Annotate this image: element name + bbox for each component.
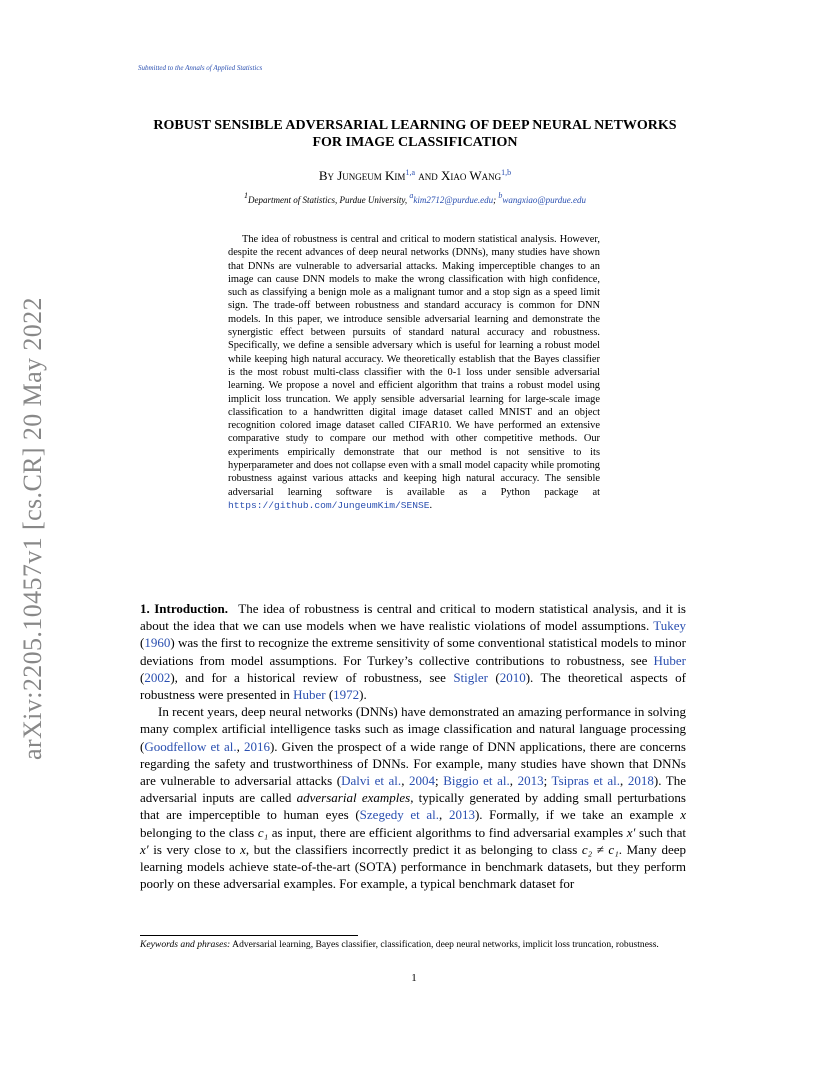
citation-link[interactable]: Biggio et al. [443, 773, 510, 789]
github-link[interactable]: https://github.com/JungeumKim/SENSE [228, 499, 430, 511]
math-symbol: x [680, 807, 686, 823]
math-symbol: c₂ ≠ c₁ [581, 841, 619, 857]
citation-link[interactable]: 2018 [627, 773, 654, 789]
body-text: ; [435, 773, 444, 789]
citation-link[interactable]: Tukey [653, 618, 686, 634]
intro-paragraph-2 [140, 703, 686, 892]
footnote [140, 938, 686, 951]
body-text: such that [635, 824, 686, 840]
footnote-rule [140, 935, 358, 936]
intro-paragraph-1-body [140, 601, 686, 702]
author-and: and [415, 168, 441, 183]
author-sup-2[interactable]: 1,b [501, 168, 512, 177]
citation-link[interactable]: 1960 [144, 635, 171, 651]
body-text: as input, there are efficient algorithms to find adversarial examples [268, 824, 627, 840]
citation-link[interactable]: Dalvi et al. [341, 773, 402, 789]
body-text: is very close to [148, 841, 241, 857]
section-number: 1. [140, 601, 150, 616]
math-symbol: c₁ [257, 824, 269, 840]
arxiv-stamp: arXiv:2205.10457v1 [cs.CR] 20 May 2022 [18, 297, 47, 760]
intro-paragraph-2-body [140, 704, 686, 891]
keywords-text: Adversarial learning, Bayes classifier, classification, deep neural networks, implicit loss truncation, robustness. [230, 939, 659, 950]
body-text: , [236, 738, 244, 754]
body-text: , [439, 807, 449, 823]
author-name-2: Xiao Wang [441, 168, 502, 183]
body-text: ) was the first to recognize the extreme sensitivity of some conventional statistical models to minor deviations from model assumptions. For Turkey’s collective contributions to robustness, see [140, 635, 686, 668]
body-text: , but the classifiers incorrectly predict it as belonging to class [245, 841, 582, 857]
citation-link[interactable]: Huber [293, 687, 326, 703]
citation-link[interactable]: Stigler [453, 669, 488, 685]
citation-link[interactable]: Tsipras et al. [551, 773, 621, 789]
body-text: ). Given the prospect of a wide range of DNN applications, there are concerns regarding the safety and trustworthiness of DNNs. For example, many studies have shown that DNNs are vulnerable to adversarial attacks ( [140, 738, 686, 789]
abstract [228, 233, 600, 512]
affiliation-dept: Department of Statistics, Purdue University, [247, 195, 410, 205]
author-name-1: Jungeum Kim [337, 168, 406, 183]
citation-link[interactable]: 2013 [448, 807, 475, 823]
body-text: ( [140, 669, 145, 685]
email-separator: ; [493, 195, 499, 205]
affiliation-sup: 1 [243, 191, 248, 200]
author-by: By [318, 168, 338, 183]
body-text: ). The theoretical aspects of robustness were presented in [140, 669, 687, 703]
citation-link[interactable]: 2004 [409, 773, 436, 789]
body-text: belonging to the class [140, 824, 258, 840]
body-text: ), and for a historical review of robustness, see [170, 669, 454, 685]
citation-link[interactable]: Szegedy et al. [359, 807, 440, 823]
citation-link[interactable]: Huber [653, 652, 686, 668]
email-sup-b: b [498, 191, 503, 200]
body-text: ( [140, 635, 145, 651]
body-text: The idea of robustness is central and critical to modern statistical analysis, and it is about the idea that we can use models when we have realistic violations of model assumptions. [140, 601, 686, 634]
body-text: , [620, 773, 628, 789]
abstract-text: The idea of robustness is central and critical to modern statistical analysis. However, despite the recent advances of deep neural networks (DNNs), many studies have shown that DNNs are vulnerable to adversarial attacks. Making imperceptible changes to an image can cause DNN models to make the wrong classification with high confidence, such as classifying a benign mole as a malignant tumor and a stop sign as a speed limit sign. The trade-off between robustness and standard accuracy is common for DNN models. In this paper, we introduce sensible adversarial learning and demonstrate the synergistic effect between pursuits of standard natural accuracy and robustness. Specifically, we define a sensible adversary which is useful for learning a robust model while keeping high natural accuracy. We theoretically establish that the Bayes classifier is the most robust multi-class classifier with the 0-1 loss under sensible adversarial learning. We propose a novel and efficient algorithm that trains a robust model using implicit loss truncation. We apply sensible adversarial learning for large-scale image classification to a handwritten digital image dataset called MNIST and an object recognition colored image dataset called CIFAR10. We have performed an extensive comparative study to compare our method with other competitive methods. Our experiments empirically demonstrate that our method is not sensitive to its hyperparameter and does not collapse even with a small model capacity while promoting robustness against various attacks and keeping high natural accuracy. The sensible adversarial learning software is available as a Python package at [228, 234, 600, 498]
body-text: ( [488, 669, 500, 685]
email-link-2[interactable]: wangxiao@purdue.edu [502, 195, 587, 205]
body-text: ). Formally, if we take an example [474, 807, 681, 823]
emphasized-text: adversarial examples [296, 790, 411, 806]
math-symbol: x [240, 841, 246, 857]
page-number: 1 [411, 972, 417, 984]
citation-link[interactable]: 2013 [517, 773, 544, 789]
citation-link[interactable]: Goodfellow et al. [144, 738, 237, 754]
intro-paragraph-1 [140, 600, 686, 703]
author-line [140, 168, 690, 184]
body-text: ; [543, 773, 552, 789]
section-title: Introduction. [154, 601, 229, 616]
body-text: ). The adversarial inputs are called [140, 773, 686, 806]
math-symbol: x′ [140, 841, 149, 857]
citation-link[interactable]: 2010 [499, 669, 526, 685]
affiliation [140, 191, 690, 205]
body-text: ). [359, 687, 367, 703]
body-text: , [509, 773, 518, 789]
header-note: Submitted to the Annals of Applied Statistics [138, 64, 263, 72]
body-text: , typically generated by adding small perturbations that are imperceptible to human eyes ( [140, 790, 686, 823]
abstract-end: . [429, 499, 433, 511]
author-sup-1[interactable]: 1,a [405, 168, 415, 177]
citation-link[interactable]: 2002 [144, 669, 171, 685]
email-link-1[interactable]: kim2712@purdue.edu [413, 195, 494, 205]
email-sup-a: a [409, 191, 414, 200]
citation-link[interactable]: 1972 [333, 687, 360, 703]
paper-title: ROBUST SENSIBLE ADVERSARIAL LEARNING OF DEEP NEURAL NETWORKS FOR IMAGE CLASSIFICATION [153, 118, 677, 150]
body-text: , [401, 773, 410, 789]
math-symbol: x′ [626, 824, 636, 840]
citation-link[interactable]: 2016 [243, 738, 270, 754]
introduction-section [140, 600, 686, 892]
body-text: . Many deep learning models achieve state-of-the-art (SOTA) performance in benchmark datasets, but they perform poorly on these adversarial examples. For example, a typical benchmark dataset for [140, 841, 686, 892]
body-text: In recent years, deep neural networks (DNNs) have demonstrated an amazing performance in solving many complex artificial intelligence tasks such as image classification and natural language processing ( [140, 704, 686, 754]
keywords-label: Keywords and phrases: [140, 939, 231, 950]
body-text: ( [325, 687, 334, 703]
